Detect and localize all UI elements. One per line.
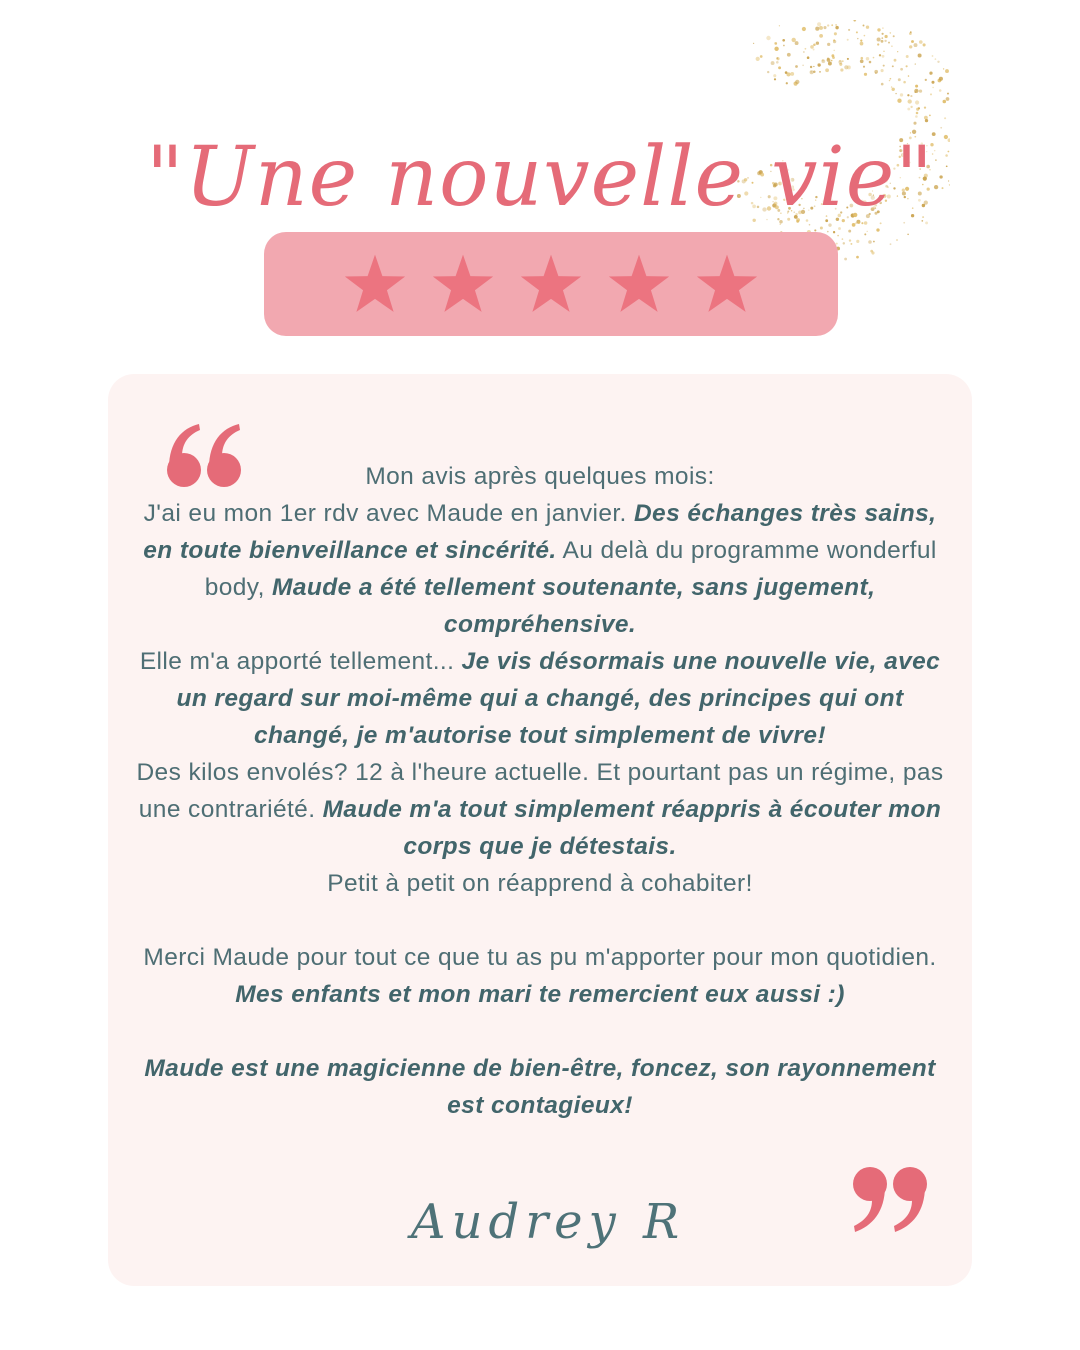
paragraph-gap [128,902,952,939]
page-title: "Une nouvelle vie" [146,130,934,225]
highlighted-text: Maude a été tellement soutenante, sans jugement, compréhensive. [272,574,876,638]
star-icon [518,252,584,318]
body-text-segment: Merci Maude pour tout ce que tu as pu m'apporter pour mon quotidien. [143,944,937,971]
body-text-segment: Au delà du programme wonderful body, [204,537,937,601]
body-text-segment: Petit à petit on réapprend à cohabiter! [327,870,753,897]
star-icon [430,252,496,318]
testimonial-paragraph [128,458,952,902]
star-icon [342,252,408,318]
rating-bar [264,232,838,336]
body-text-segment: Elle m'a apporté tellement... [139,648,462,675]
paragraph-gap [128,1013,952,1050]
signature: Audrey R [410,1194,686,1250]
body-text-segment: Mon avis après quelques mois: [365,463,715,490]
highlighted-text: Mes enfants et mon mari te remercient eux aussi :) [235,981,845,1008]
body-text-segment: J'ai eu mon 1er rdv avec Maude en janvier. [143,500,634,527]
highlighted-text: Des échanges très sains, en toute bienveillance et sincérité. [143,500,937,564]
highlighted-text: Maude m'a tout simplement réappris à écouter mon corps que je détestais. [322,796,942,860]
highlighted-text: Maude est une magicienne de bien-être, foncez, son rayonnement est contagieux! [144,1055,936,1119]
highlighted-text: Je vis désormais une nouvelle vie, avec un regard sur moi-même qui a changé, des principes qui ont changé, je m'autorise tout simplement de vivre! [176,648,941,749]
testimonial-paragraph [128,939,952,1013]
five-star-rating [264,252,838,318]
star-icon [694,252,760,318]
testimonial-paragraph [128,1050,952,1124]
close-quote-icon [850,1164,930,1234]
testimonial-card [108,374,972,1286]
testimonial-text [128,458,952,1124]
body-text-segment: Des kilos envolés? 12 à l'heure actuelle. Et pourtant pas un régime, pas une contrariété. [136,759,944,823]
star-icon [606,252,672,318]
